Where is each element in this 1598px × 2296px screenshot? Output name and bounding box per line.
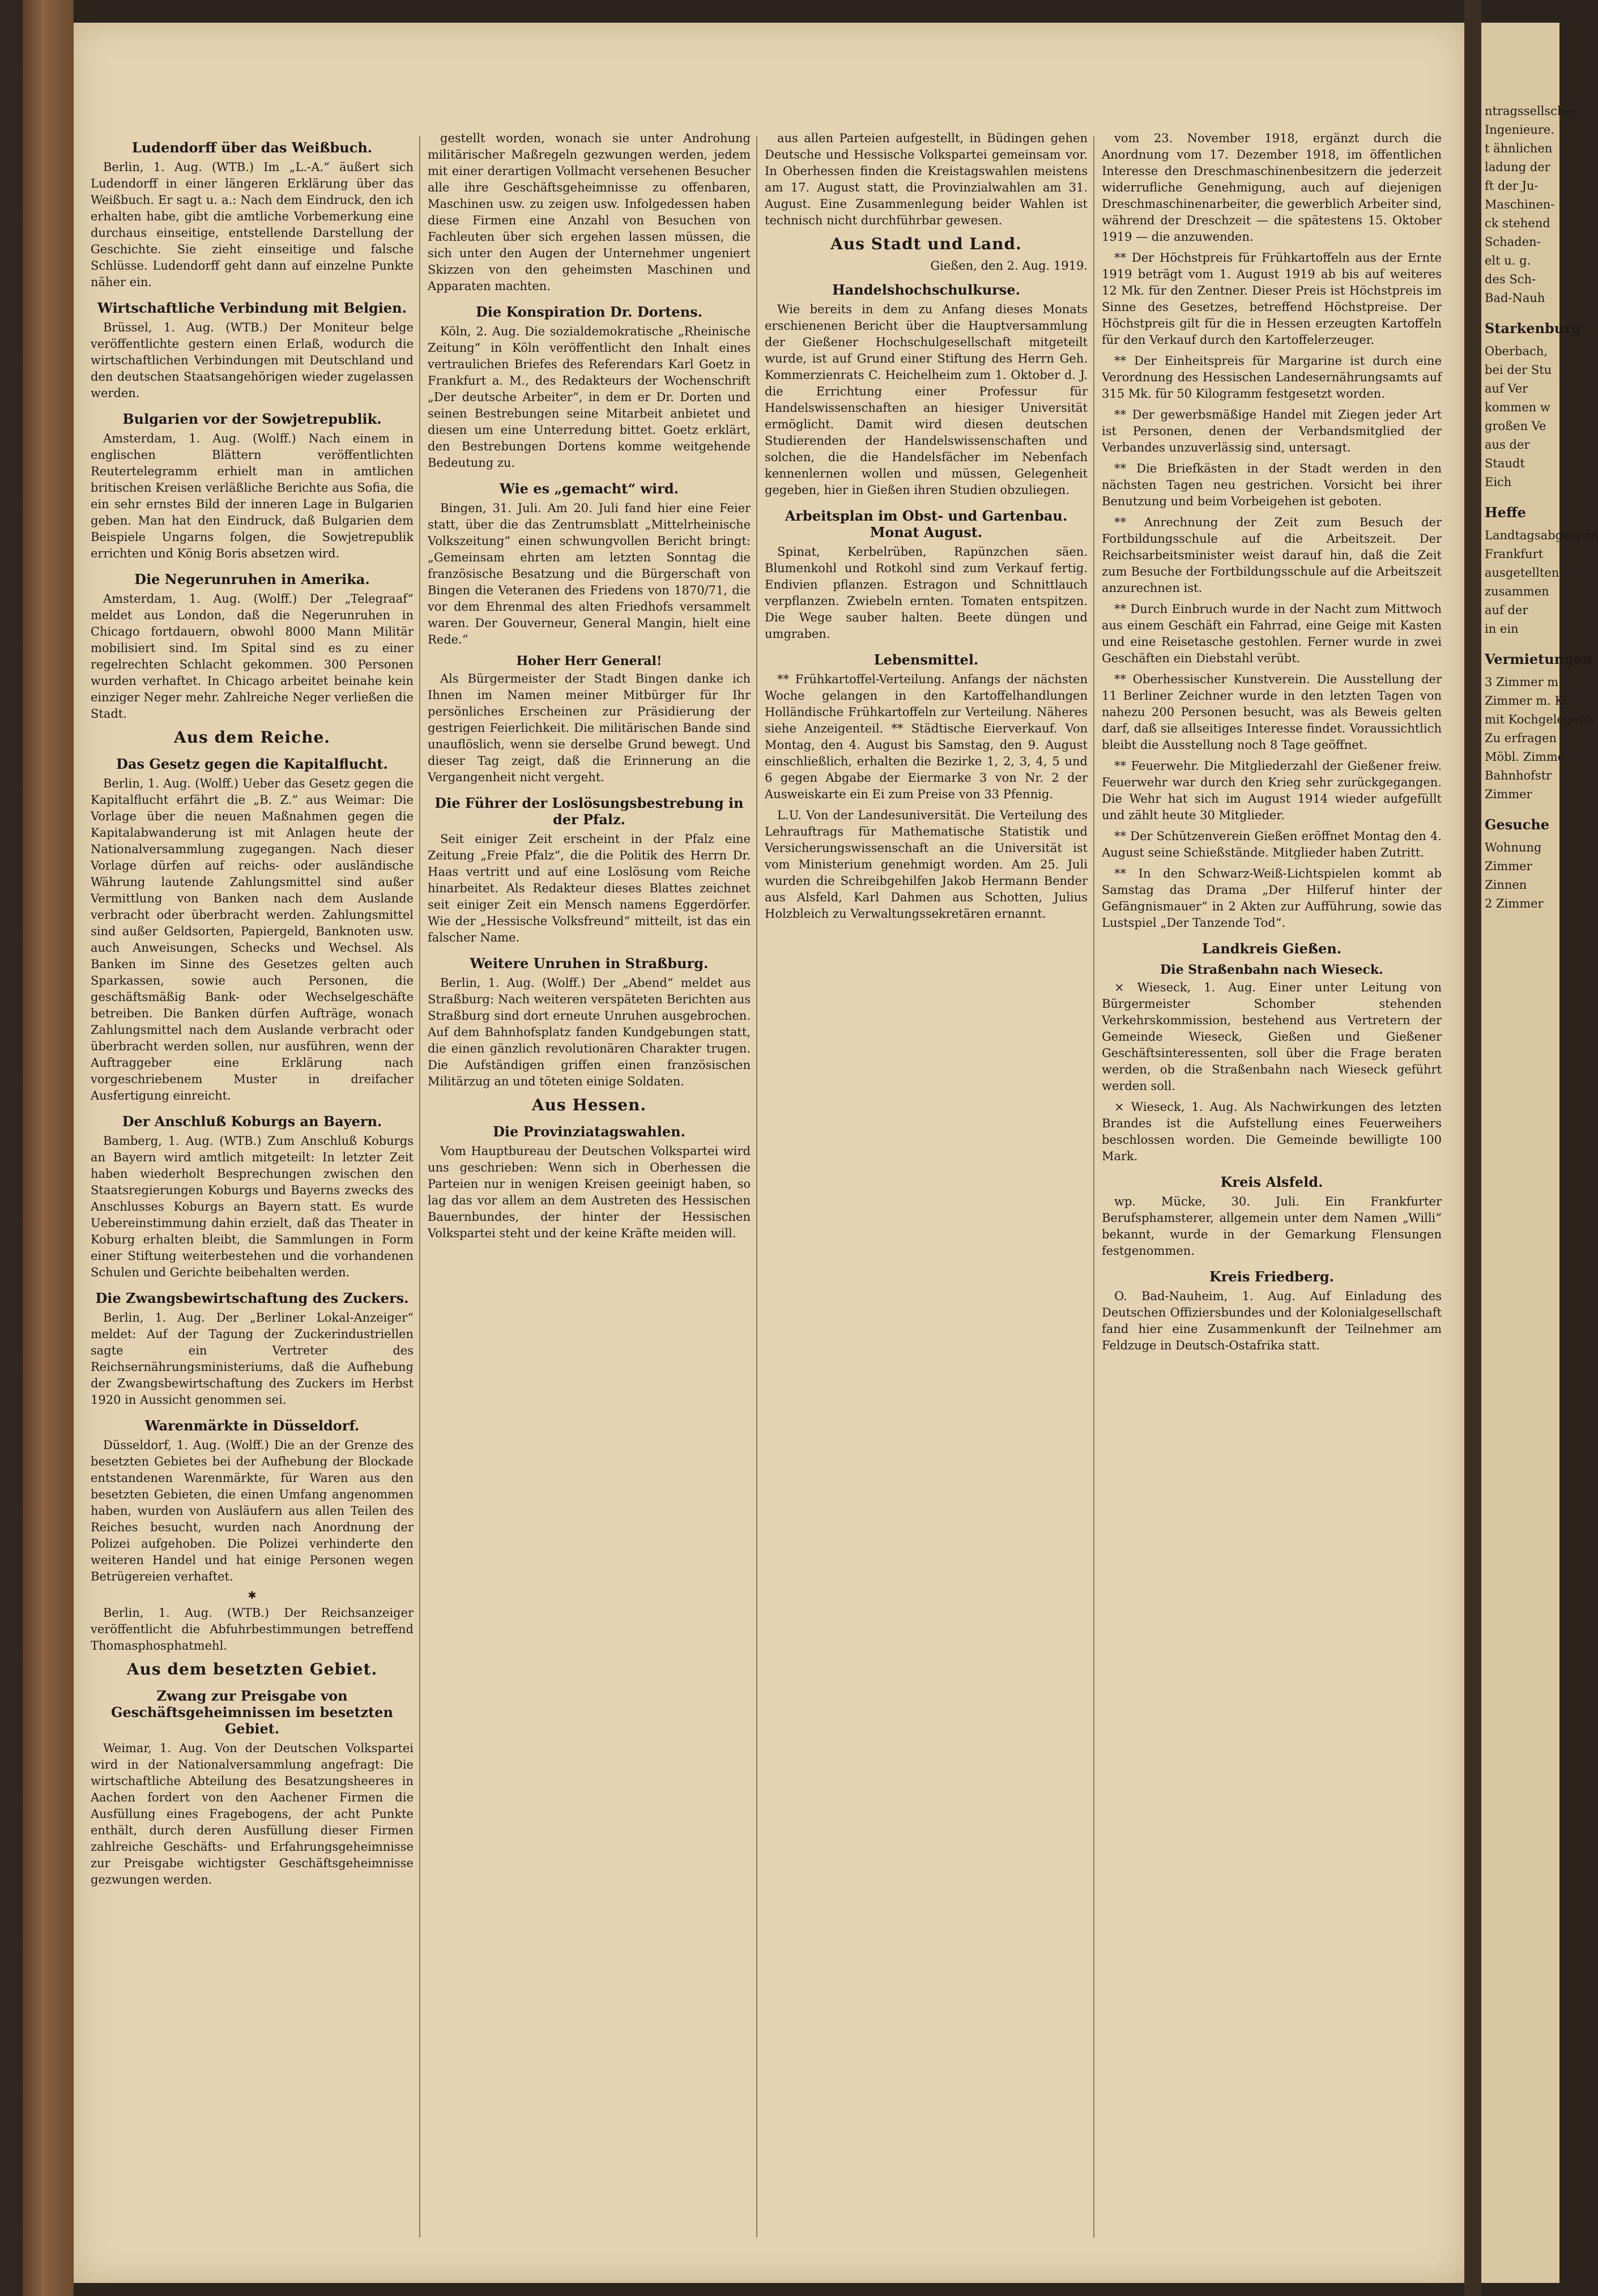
text-fragment: zusammen	[1485, 585, 1549, 598]
article-text: ** Anrechnung der Zeit zum Besuch der Fortbildungsschule auf die Arbeitszeit. Der Reichsarbeitsminister weist darauf hin, daß die Zeit zum Besuche der Fortbildungsschule auf die Arbeitszeit anzurechnen ist.	[1102, 516, 1442, 595]
article-heading: Warenmärkte in Düsseldorf.	[144, 1417, 360, 1434]
article-heading: Bulgarien vor der Sowjetrepublik.	[122, 411, 382, 427]
article-text: ** Die Briefkästen in der Stadt werden in den nächsten Tagen neu gestrichen. Vorsicht bei ihrer Benutzung und beim Vorbeigehen ist geboten.	[1102, 462, 1442, 508]
article-heading: Der Anschluß Koburgs an Bayern.	[122, 1113, 382, 1130]
text-fragment: Schaden-	[1485, 235, 1541, 249]
article-text: Düsseldorf, 1. Aug. (Wolff.) Die an der Grenze des besetzten Gebietes bei der Aufhebung der Blockade entstandenen Warenmärkte, für Waren aus den besetzten Gebieten, die einen Umfang angenommen haben, wurden von Ausläufern aus allen Teilen des Reiches besucht, wurden nach Anordnung der Polizei aufgehoben. Die Polizei verhinderte den weiteren Handel und hat einige Personen wegen Betrügereien verhaftet.	[91, 1438, 414, 1583]
article-text: Amsterdam, 1. Aug. (Wolff.) Nach einem in englischen Blättern veröffentlichten Reutertelegramm erhielt man in amtlichen britischen Kreisen verläßliche Berichte aus Sofia, die ein sehr ernstes Bild der inneren Lage in Bulgarien geben. Man hat den Eindruck, daß Bulgarien dem Beispiele Ungarns folgen, die Sowjetrepublik errichten und König Boris absetzen wird.	[91, 432, 414, 560]
newspaper-page	[74, 23, 1464, 2283]
article-text: vom 23. November 1918, ergänzt durch die Anordnung vom 17. Dezember 1918, im öffentlichen Interesse den Dreschmaschinenbesitzern die jederzeit widerrufliche Genehmigung, auch auf diejenigen Dreschmaschinenarbeiter, die gewerblich Arbeiter sind, während der Dreschzeit — die spätestens 15. Oktober 1919 — die anzuwenden.	[1102, 131, 1442, 244]
article-subheading: Hoher Herr General!	[516, 654, 662, 668]
text-fragment: Wohnung	[1485, 841, 1542, 854]
article-text: Wie bereits in dem zu Anfang dieses Monats erschienenen Bericht über die Hauptversammlung der Gießener Hochschulgesellschaft mitgeteilt wurde, ist auf Grund einer Stiftung des Herrn Geh. Kommerzienrats C. Heichelheim zum 1. Oktober d. J. die Errichtung einer Professur für Handelswissenschaften an hiesiger Universität ermöglicht. Damit wird diesen deutschen Studierenden der Handelswissenschaften und solchen, die die Handelsfächer im Nebenfach kennenlernen wollen und müssen, Gelegenheit gegeben, hier in Gießen ihren Studien obzuliegen.	[765, 303, 1088, 497]
text-fragment: ausgetellten	[1485, 566, 1559, 580]
article-text: Brüssel, 1. Aug. (WTB.) Der Moniteur belge veröffentlichte gestern einen Erlaß, wodurch die wirtschaftlichen Verbindungen mit Deutschland und den deutschen Staatsangehörigen wieder zugelassen werden.	[91, 321, 414, 400]
text-fragment: Bahnhofstr	[1485, 769, 1552, 782]
text-fragment: ladung der	[1485, 160, 1550, 174]
article-heading: Handelshochschulkurse.	[832, 282, 1020, 298]
article-text: Seit einiger Zeit erscheint in der Pfalz eine Zeitung „Freie Pfalz“, die die Politik des Herrn Dr. Haas vertritt und auf eine Loslösung vom Reiche hinarbeitet. Als Redakteur dieses Blattes zeichnet seit einiger Zeit ein Mensch namens Eggerdörfer. Wie der „Hessische Volksfreund“ mitteilt, ist das ein falscher Name.	[428, 832, 751, 944]
column-4	[1102, 130, 1442, 2249]
article-text: Köln, 2. Aug. Die sozialdemokratische „Rheinische Zeitung“ in Köln veröffentlicht den Inhalt eines vertraulichen Briefes des Referendars Karl Goetz in Frankfurt a. M., des Redakteurs der Wochenschrift „Der deutsche Arbeiter“, in dem er Dr. Dorten und seinen Bestrebungen seine Mitarbeit anbietet und diesen um eine Unterredung bittet. Goetz erklärt, den Bestrebungen Dortens komme weitgehende Bedeutung zu.	[428, 325, 751, 470]
article-heading: Die Negerunruhen in Amerika.	[134, 571, 370, 587]
article-heading: Kreis Friedberg.	[1209, 1268, 1335, 1285]
text-fragment: kommen w	[1485, 401, 1550, 414]
article-text: gestellt worden, wonach sie unter Androhung militärischer Maßregeln gezwungen werden, jedem mit einer derartigen Vollmacht versehenen Besucher alle ihre Geschäftsgeheimnisse zu offenbaren, Maschinen usw. zu zeigen usw. Infolgedessen haben diese Firmen eine Anzahl von Besuchen von Fachleuten über sich ergehen lassen müssen, die sich unter den Augen der Unternehmer ungeniert Skizzen von den geheimsten Maschinen und Apparaten machten.	[428, 131, 751, 293]
text-fragment: elt u. g.	[1485, 254, 1531, 267]
fragment-heading: Gesuche	[1485, 816, 1550, 833]
article-text: ** Der Höchstpreis für Frühkartoffeln aus der Ernte 1919 beträgt vom 1. August 1919 ab bis auf weiteres 12 Mk. für den Zentner. Dieser Preis ist Höchstpreis im Sinne des Gesetzes, betreffend Höchstpreise. Der Höchstpreis gilt für die in Hessen erzeugten Kartoffeln für den Verkauf durch den Kartoffelerzeuger.	[1102, 251, 1442, 347]
article-heading: Kreis Alsfeld.	[1220, 1174, 1323, 1190]
section-heading: Aus dem Reiche.	[173, 728, 331, 747]
text-fragment: Maschinen-	[1485, 198, 1555, 211]
article-heading: Das Gesetz gegen die Kapitalflucht.	[116, 756, 388, 772]
article-text: Berlin, 1. Aug. (Wolff.) Ueber das Gesetz gegen die Kapitalflucht erfährt die „B. Z.“ aus Weimar: Die Vorlage über die neuen Maßnahmen gegen die Kapitalabwanderung ist mit Anlagen heute der Nationalversammlung zugegangen. Nach dieser Vorlage dürfen auf reichs- oder ausländische Währung lautende Zahlungsmittel sind außer Vermittlung von Banken nach dem Auslande verbracht oder überbracht werden. Zahlungsmittel sind außer Geldsorten, Papiergeld, Banknoten usw. auch Anweisungen, Schecks und Wechsel. Als Banken im Sinne des Gesetzes gelten auch Sparkassen, sowie auch Personen, die geschäftsmäßig Bank- oder Wechselgeschäfte betreiben. Die Banken dürfen Aufträge, wonach Zahlungsmittel nach dem Auslande verbracht oder überbracht werden sollen, nur ausführen, wenn der Auftraggeber eine Erklärung nach vorgeschriebenem Muster in dreifacher Ausfertigung einreicht.	[91, 777, 414, 1102]
text-fragment: auf der	[1485, 603, 1528, 617]
article-text: Berlin, 1. Aug. (WTB.) Im „L.-A.“ äußert sich Ludendorff in einer längeren Erklärung über das Weißbuch. Er sagt u. a.: Nach dem Eindruck, den ich erhalten habe, gibt die amtliche Vorbemerkung eine durchaus einseitige, entstellende Darstellung der Geschichte. Sie zieht einseitige und falsche Schlüsse. Ludendorff geht dann auf einzelne Punkte näher ein.	[91, 160, 414, 289]
text-fragment: ft der Ju-	[1485, 179, 1539, 193]
book-spine	[0, 0, 23, 2296]
text-fragment: in ein	[1485, 622, 1519, 636]
text-fragment: Staudt	[1485, 457, 1525, 470]
article-text: L.U. Von der Landesuniversität. Die Verteilung des Lehrauftrags für Mathematische Statistik und Versicherungswissenschaft an die Universität ist vom Ministerium genehmigt worden. Am 25. Juli wurden die Schreibgehilfen Jakob Hermann Bender aus Alsfeld, Karl Dahmen aus Schotten, Julius Holzbleich zu Verwaltungssekretären ernannt.	[765, 808, 1088, 921]
article-text: Berlin, 1. Aug. (WTB.) Der Reichsanzeiger veröffentlicht die Abfuhrbestimmungen betreffend Thomasphosphatmehl.	[91, 1606, 414, 1652]
article-text: ** Der Einheitspreis für Margarine ist durch eine Verordnung des Hessischen Landesernährungsamts auf 315 Mk. für 50 Kilogramm festgesetzt worden.	[1102, 354, 1442, 401]
article-text: Berlin, 1. Aug. Der „Berliner Lokal-Anzeiger“ meldet: Auf der Tagung der Zuckerindustriellen sagte ein Vertreter des Reichsernährungsministeriums, daß die Aufhebung der Zwangsbewirtschaftung des Zuckers im Herbst 1920 in Aussicht genommen sei.	[91, 1311, 414, 1407]
article-subheading: Die Straßenbahn nach Wieseck.	[1160, 962, 1383, 977]
article-text: O. Bad-Nauheim, 1. Aug. Auf Einladung des Deutschen Offiziersbundes und der Kolonialgesellschaft fand hier eine Zusammenkunft der Teilnehmer am Feldzuge in Deutsch-Ostafrika statt.	[1102, 1289, 1442, 1352]
text-fragment: Bad-Nauh	[1485, 291, 1545, 305]
article-text: Bingen, 31. Juli. Am 20. Juli fand hier eine Feier statt, über die das Zentrumsblatt „Mittelrheinische Volkszeitung“ einen schwungvollen Bericht bringt: „Gemeinsam ehrten am letzten Sonntag die französische Besatzung und die Bürgerschaft von Bingen die Veteranen des Friedens von 1870/71, die vor dem Ehrenmal des alten Friedhofs versammelt waren. Der Gouverneur, General Mangin, hielt eine Rede.“	[428, 501, 751, 646]
fragment-heading: Starkenburg	[1485, 320, 1581, 336]
article-heading: Ludendorff über das Weißbuch.	[131, 139, 373, 156]
article-text: Amsterdam, 1. Aug. (Wolff.) Der „Telegraaf“ meldet aus London, daß die Negerunruhen in Chicago fortdauern, obwohl 8000 Mann Militär mobilisiert sind. Im Spital sind es zu einer regelrechten Schlacht gekommen. 300 Personen wurden verhaftet. In Chicago arbeitet beinahe kein einziger Neger mehr. Zahlreiche Neger verließen die Stadt.	[91, 592, 414, 721]
text-fragment: Oberbach,	[1485, 344, 1548, 358]
text-fragment: Landtagsabgeordn	[1485, 529, 1598, 542]
article-heading: Weitere Unruhen in Straßburg.	[470, 955, 709, 972]
article-text: ** Der Schützenverein Gießen eröffnet Montag den 4. August seine Schießstände. Mitglieder haben Zutritt.	[1102, 829, 1442, 859]
article-heading: Wie es „gemacht“ wird.	[499, 480, 679, 497]
text-fragment: ck stehend	[1485, 216, 1550, 230]
text-fragment: Zimmer	[1485, 859, 1532, 873]
article-text: × Wieseck, 1. Aug. Einer unter Leitung von Bürgermeister Schomber stehenden Verkehrskommission, bestehend aus Vertretern der Gemeinde Wieseck, Gießen und Gießener Geschäftsinteressenten, soll über die Frage beraten werden, ob die Straßenbahn nach Wieseck geführt werden soll.	[1102, 981, 1442, 1093]
adjacent-page-edge	[1481, 23, 1598, 2283]
text-fragment: ntragssellsches	[1485, 104, 1578, 118]
section-heading: Aus dem besetzten Gebiet.	[126, 1660, 378, 1679]
text-fragment: auf Ver	[1485, 382, 1528, 395]
fragment-heading: Heffe	[1485, 504, 1526, 521]
article-text: Weimar, 1. Aug. Von der Deutschen Volkspartei wird in der Nationalversammlung angefragt: Die wirtschaftliche Abteilung des Besatzungsheeres in Aachen fordert von den Aachener Firmen die Ausfüllung eines Fragebogens, der acht Punkte enthält, durch deren Ausfüllung dieser Firmen zahlreiche Geschäfts- und Erfahrungsgeheimnisse zur Preisgabe wichtigster Geschäftsgeheimnisse gezwungen werden.	[91, 1741, 414, 1886]
article-text: ** Der gewerbsmäßige Handel mit Ziegen jeder Art ist Personen, denen der Verbandsmitglied der Verbandes unzuverlässig sind, untersagt.	[1102, 408, 1442, 454]
article-text: Als Bürgermeister der Stadt Bingen danke ich Ihnen im Namen meiner Mitbürger für Ihr persönliches Erscheinen zur Präsidierung der gestrigen Feierlichkeit. Die militärischen Bande sind unauflöslich, wenn sie derselbe Grund bewegt. Und dieser Tag zeigt, daß die Erinnerung an die Vergangenheit nicht vergeht.	[428, 672, 751, 784]
text-fragment: Zinnen	[1485, 878, 1527, 892]
article-text: ** Frühkartoffel-Verteilung. Anfangs der nächsten Woche gelangen in den Kartoffelhandlungen Holländische Frühkartoffeln zur Verteilung. Näheres siehe Anzeigenteil. ** Städtische Eierverkauf. Von Montag, den 4. August bis Samstag, den 9. August einschließlich, erhalten die Bezirke 1, 2, 3, 4, 5 und 6 gegen Abgabe der Eiermarke 3 von Nr. 2 der Ausweiskarte ein Ei zum Preise von 33 Pfennig.	[765, 672, 1088, 801]
text-fragment: mit Kochgelegenh	[1485, 713, 1594, 726]
dateline: Gießen, den 2. Aug. 1919.	[930, 259, 1088, 272]
column-rule	[1093, 136, 1094, 2238]
article-text: Berlin, 1. Aug. (Wolff.) Der „Abend“ meldet aus Straßburg: Nach weiteren verspäteten Berichten aus Straßburg sind dort erneute Unruhen ausgebrochen. Auf dem Bahnhofsplatz fanden Kundgebungen statt, die einen gänzlich revolutionären Charakter trugen. Die Aufständigen griffen einen französischen Militärzug an und töteten einige Soldaten.	[428, 976, 751, 1088]
article-heading: Lebensmittel.	[873, 651, 979, 668]
article-heading: Die Führer der Loslösungsbestrebung in der Pfalz.	[434, 795, 744, 828]
separator: ✱	[248, 1590, 257, 1601]
text-fragment: 3 Zimmer m.	[1485, 675, 1562, 689]
text-fragment: Möbl. Zimme	[1485, 750, 1565, 764]
article-text: Vom Hauptbureau der Deutschen Volkspartei wird uns geschrieben: Wenn sich in Oberhessen die Parteien nur in wenigen Kreisen geeinigt haben, so lag das vor allem an dem Austreten des Hessischen Bauernbundes, der hinter der Hessischen Volkspartei steht und der keine Kräfte meiden will.	[428, 1144, 751, 1240]
text-fragment: Zimmer m. Ki	[1485, 694, 1567, 708]
text-fragment: t ähnlichen	[1485, 142, 1553, 155]
article-heading: Arbeitsplan im Obst- und Gartenbau. Monat August.	[785, 508, 1068, 540]
column-1	[91, 130, 414, 2249]
article-heading: Zwang zur Preisgabe von Geschäftsgeheimnissen im besetzten Gebiet.	[111, 1688, 393, 1737]
leather-binding	[23, 0, 74, 2296]
article-text: aus allen Parteien aufgestellt, in Büdingen gehen Deutsche und Hessische Volkspartei gemeinsam vor. In Oberhessen finden die Kreistagswahlen meistens am 17. August statt, die Provinzialwahlen am 31. August. Eine Zusammenlegung beider Wahlen ist technisch nicht durchführbar gewesen.	[765, 131, 1088, 227]
article-heading: Die Zwangsbewirtschaftung des Zuckers.	[95, 1290, 409, 1306]
article-heading: Die Provinziatagswahlen.	[493, 1123, 685, 1140]
article-text: wp. Mücke, 30. Juli. Ein Frankfurter Berufsphamsterer, allgemein unter dem Namen „Willi“ bekannt, wurde in der Gemarkung Flensungen festgenommen.	[1102, 1195, 1442, 1258]
article-text: ** Durch Einbruch wurde in der Nacht zum Mittwoch aus einem Geschäft ein Fahrrad, eine Geige mit Kasten und eine Reisetasche gestohlen. Ferner wurde in zwei Geschäften ein Diebstahl verübt.	[1102, 602, 1442, 665]
text-fragment: aus der	[1485, 438, 1530, 451]
text-fragment: 2 Zimmer	[1485, 897, 1544, 910]
column-3	[765, 130, 1088, 2249]
article-text: ** In den Schwarz-Weiß-Lichtspielen kommt ab Samstag das Drama „Der Hilferuf hinter der Gefängnismauer“ in 2 Akten zur Aufführung, sowie das Lustspiel „Der Tanzende Tod“.	[1102, 867, 1442, 930]
text-fragment: Zimmer	[1485, 787, 1532, 801]
text-fragment: Eich	[1485, 475, 1512, 489]
article-heading: Wirtschaftliche Verbindung mit Belgien.	[97, 300, 407, 316]
text-fragment: Frankfurt	[1485, 547, 1544, 561]
article-heading: Die Konspiration Dr. Dortens.	[475, 304, 703, 320]
article-heading: Landkreis Gießen.	[1201, 940, 1342, 957]
article-text: Spinat, Kerbelrüben, Rapünzchen säen. Blumenkohl und Rotkohl sind zum Verkauf fertig. Endivien pflanzen. Estragon und Schnittlauch verpflanzen. Zwiebeln ernten. Tomaten entspitzen. Die Wege sauber halten. Beete düngen und umgraben.	[765, 545, 1088, 641]
fragment-heading: Vermietungen	[1485, 651, 1592, 667]
section-heading: Aus Hessen.	[531, 1096, 647, 1114]
article-text: × Wieseck, 1. Aug. Als Nachwirkungen des letzten Brandes ist die Aufstellung eines Feuerweihers beschlossen worden. Die Gemeinde bewilligte 100 Mark.	[1102, 1100, 1442, 1163]
text-fragment: Zu erfragen	[1485, 731, 1557, 745]
column-2	[428, 130, 751, 2249]
text-fragment: großen Ve	[1485, 419, 1546, 433]
text-fragment: bei der Stu	[1485, 363, 1552, 377]
article-text: ** Oberhessischer Kunstverein. Die Ausstellung der 11 Berliner Zeichner wurde in den letzten Tagen von nahezu 200 Personen besucht, was als Beweis gelten darf, daß sie allseitiges Interesse findet. Voraussichtlich bleibt die Ausstellung noch 8 Tage geöffnet.	[1102, 672, 1442, 752]
column-rule	[756, 136, 757, 2238]
page-gutter	[1464, 0, 1481, 2296]
section-heading: Aus Stadt und Land.	[830, 235, 1022, 253]
article-text: Bamberg, 1. Aug. (WTB.) Zum Anschluß Koburgs an Bayern wird amtlich mitgeteilt: In letzter Zeit haben wiederholt Besprechungen zwischen den Staatsregierungen Koburgs und Bayerns zwecks des Anschlusses Koburgs an Bayern statt. Es wurde Uebereinstimmung dahin erzielt, daß das Theater in Koburg erhalten bleibt, die Sammlungen in Form einer Stiftung weiterbestehen und die vorhandenen Schulen und Gerichte beibehalten werden.	[91, 1134, 414, 1279]
text-fragment: Ingenieure.	[1485, 123, 1555, 137]
text-fragment: des Sch-	[1485, 272, 1536, 286]
column-rule	[419, 136, 420, 2238]
article-text: ** Feuerwehr. Die Mitgliederzahl der Gießener freiw. Feuerwehr war durch den Krieg sehr zurückgegangen. Die Wehr hat sich im August 1914 wieder aufgefüllt und zählt heute 30 Mitglieder.	[1102, 759, 1442, 822]
